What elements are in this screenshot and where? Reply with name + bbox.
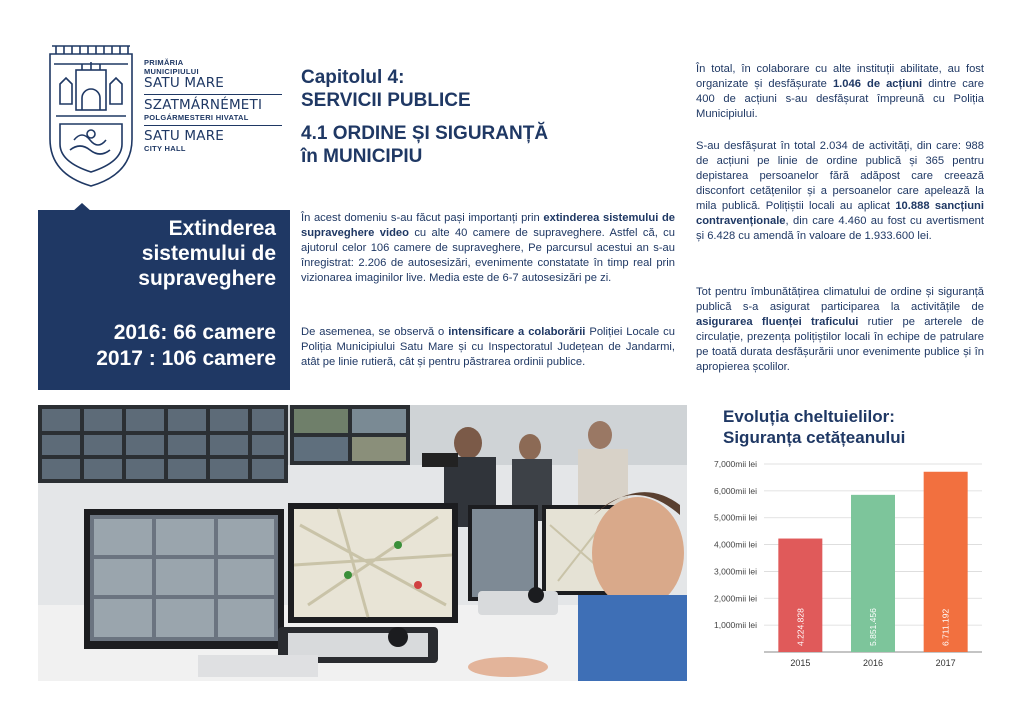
y-tick-label: 2,000mii lei bbox=[714, 593, 757, 604]
panel-title-line: sistemului de bbox=[141, 242, 276, 265]
paragraph-activities bbox=[696, 139, 984, 244]
chart-title bbox=[723, 406, 993, 448]
body-text: Tot pentru îmbunătățirea climatului de ordine și siguranță publică s-a asigurat participarea la activitățile de bbox=[696, 286, 984, 313]
control-room-illustration bbox=[38, 405, 687, 681]
chart-title-line: Siguranța cetățeanului bbox=[723, 428, 906, 447]
body-text: rutier pe arterele de circulație, prezența polițiștilor locali în echipe de patrulare pe toată durata desfășurării unor evenimente publice și în apropierea școlilor. bbox=[696, 316, 984, 373]
emphasis-text: intensificare a colaborării bbox=[448, 326, 586, 338]
emphasis-text: 10.888 sancțiuni contravenționale bbox=[696, 200, 984, 227]
logo-divider bbox=[144, 94, 282, 95]
chapter-heading bbox=[301, 66, 661, 168]
panel-stat-2017: 2017 : 106 camere bbox=[96, 347, 276, 370]
y-tick-label: 1,000mii lei bbox=[714, 620, 757, 631]
body-text: De asemenea, se observă o bbox=[301, 326, 449, 338]
highlight-panel bbox=[38, 210, 290, 390]
city-crest-icon bbox=[46, 44, 136, 189]
body-text: Poliției Locale cu Poliția Municipiului Satu Mare și cu Inspectoratul Județean de Jandarmi, atât pe linie rutieră, cât și pentru păstrarea ordinii publice. bbox=[301, 326, 675, 368]
y-tick-label: 7,000mii lei bbox=[714, 459, 757, 469]
x-tick-label: 2017 bbox=[935, 658, 956, 668]
panel-stats bbox=[96, 320, 276, 372]
body-text: cu alte 40 camere de supraveghere. Astfel că, cu ajutorul celor 106 camere de supraveghere, Pe parcursul acestui an s-au înregistrat: 2.206 de autosesizări, evenimente constatate în timp real prin vizionarea imaginilor live. Media este de 6-7 autosesizări pe zi. bbox=[301, 227, 675, 284]
body-text: dintre care 400 de acțiuni s-au desfășurat împreună cu Poliția Municipiului. bbox=[696, 78, 984, 120]
paragraph-collaboration bbox=[301, 325, 675, 370]
control-room-photo bbox=[38, 405, 687, 681]
y-tick-label: 5,000mii lei bbox=[714, 512, 757, 523]
panel-title bbox=[138, 216, 276, 291]
logo-line-city-hall: CITY HALL bbox=[144, 144, 186, 153]
logo-line-szatmarnemeti: SZATMÁRNÉMETI bbox=[144, 97, 263, 113]
chapter-number: Capitolul 4: bbox=[301, 67, 405, 88]
y-tick-label: 6,000mii lei bbox=[714, 485, 757, 496]
paragraph-surveillance bbox=[301, 211, 675, 286]
logo-divider bbox=[144, 125, 282, 126]
bar-value-label: 6.711.192 bbox=[940, 608, 951, 646]
logo-line-satu-mare: SATU MARE bbox=[144, 75, 225, 91]
section-title-line1: 4.1 ORDINE ȘI SIGURANȚĂ bbox=[301, 123, 549, 144]
logo-line-polgarmesteri: POLGÁRMESTERI HIVATAL bbox=[144, 113, 249, 122]
logo-line-municipiului: MUNICIPIULUI bbox=[144, 67, 199, 76]
x-tick-label: 2015 bbox=[790, 658, 811, 668]
chapter-title: SERVICII PUBLICE bbox=[301, 90, 471, 111]
logo-text bbox=[144, 58, 314, 153]
paragraph-traffic bbox=[696, 285, 984, 375]
section-title-line2: în MUNICIPIU bbox=[301, 146, 423, 167]
x-tick-label: 2016 bbox=[862, 658, 884, 668]
body-text: În acest domeniu s-au făcut pași importanți prin bbox=[301, 212, 544, 224]
bar-value-label: 5.851.456 bbox=[868, 608, 878, 646]
paragraph-actions-total bbox=[696, 62, 984, 122]
emphasis-text: asigurarea fluenței traficului bbox=[696, 316, 859, 328]
logo-line-primaria: PRIMĂRIA bbox=[144, 58, 184, 67]
emphasis-text: 1.046 de acțiuni bbox=[832, 78, 923, 90]
logo-line-satu-mare-2: SATU MARE bbox=[144, 128, 225, 144]
chart-title-line: Evoluția cheltuielilor: bbox=[723, 407, 895, 426]
y-tick-label: 3,000mii lei bbox=[714, 566, 757, 577]
city-hall-logo bbox=[46, 44, 306, 194]
body-text: S-au desfășurat în total 2.034 de activități, din care: 988 de acțiuni pe linie de ordine publică și 365 pentru depistarea persoanelor fără adăpost care creează disconfort cetățenilor și a persoanelor care apelează la mila publică. Polițiștii locali au aplicat bbox=[696, 140, 984, 212]
bar-value-label: 4.224.828 bbox=[795, 608, 806, 646]
panel-stat-2016: 2016: 66 camere bbox=[113, 321, 276, 344]
panel-title-line: supraveghere bbox=[138, 267, 276, 290]
body-text: În total, în colaborare cu alte instituții abilitate, au fost organizate și desfășurate bbox=[696, 63, 984, 90]
y-tick-label: 4,000mii lei bbox=[714, 539, 757, 550]
body-text: , din care 4.460 au fost cu avertisment și 6.428 cu amendă în valoare de 1.933.600 lei. bbox=[696, 215, 984, 242]
expenses-bar-chart bbox=[700, 452, 990, 682]
panel-title-line: Extinderea bbox=[168, 217, 276, 240]
emphasis-text: extinderea sistemului de supraveghere video bbox=[301, 212, 675, 239]
